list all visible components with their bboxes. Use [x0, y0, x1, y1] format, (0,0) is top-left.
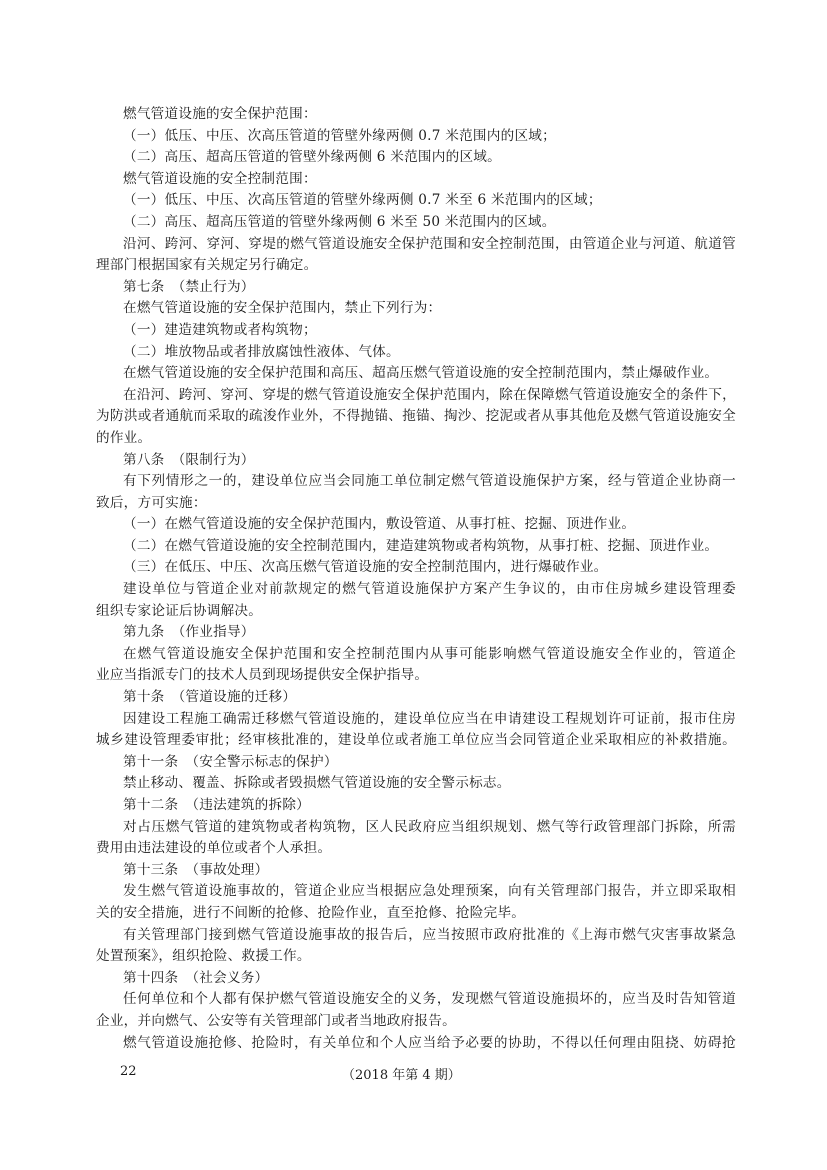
- text-line: （二）高压、超高压管道的管壁外缘两侧 6 米至 50 米范围内的区域。: [123, 213, 556, 230]
- text-line: 第十一条 （安全警示标志的保护）: [123, 753, 338, 770]
- text-line: （一）在燃气管道设施的安全保护范围内，敷设管道、从事打桩、挖掘、顶进作业。: [123, 516, 636, 533]
- page-footer: [0, 1064, 827, 1084]
- text-line: 费用由违法建设的单位或者个人承担。: [96, 840, 332, 857]
- text-line: 燃气管道设施的安全保护范围：: [123, 106, 317, 122]
- text-line: 致后，方可实施：: [96, 494, 207, 511]
- text-line: 第九条 （作业指导）: [123, 624, 255, 641]
- text-line: 为防洪或者通航而采取的疏浚作业外，不得抛锚、拖锚、掏沙、挖泥或者从事其他危及燃气管道设施安全: [96, 408, 736, 425]
- text-line: 组织专家论证后协调解决。: [96, 602, 263, 619]
- text-line: 第十二条 （违法建筑的拆除）: [123, 797, 311, 813]
- text-line: 第十三条 （事故处理）: [123, 861, 269, 878]
- text-line: （一）低压、中压、次高压管道的管壁外缘两侧 0.7 米范围内的区域；: [123, 127, 556, 144]
- text-line: 燃气管道设施的安全控制范围：: [123, 170, 317, 187]
- text-line: 第十条 （管道设施的迁移）: [123, 689, 297, 706]
- text-line: 因建设工程施工确需迁移燃气管道设施的，建设单位应当在申请建设工程规划许可证前，报市住房: [123, 710, 736, 727]
- text-line: 的作业。: [96, 429, 152, 446]
- text-line: 在燃气管道设施安全保护范围和安全控制范围内从事可能影响燃气管道设施安全作业的，管道企: [123, 645, 736, 662]
- text-line: 第八条 （限制行为）: [123, 451, 255, 468]
- text-line: 有下列情形之一的，建设单位应当会同施工单位制定燃气管道设施保护方案，经与管道企业协商一: [123, 473, 736, 490]
- text-line: （三）在低压、中压、次高压燃气管道设施的安全控制范围内，进行爆破作业。: [123, 559, 608, 576]
- text-line: 沿河、跨河、穿河、穿堤的燃气管道设施安全保护范围和安全控制范围，由管道企业与河道、航道管: [123, 235, 736, 252]
- text-line: 在沿河、跨河、穿河、穿堤的燃气管道设施安全保护范围内，除在保障燃气管道设施安全的条件下，: [123, 386, 736, 403]
- text-line: 发生燃气管道设施事故的，管道企业应当根据应急处理预案，向有关管理部门报告，并立即采取相: [123, 883, 736, 900]
- text-line: （二）高压、超高压管道的管壁外缘两侧 6 米范围内的区域。: [123, 149, 501, 166]
- text-line: 城乡建设管理委审批；经审核批准的，建设单位或者施工单位应当会同管道企业采取相应的补救措施。: [96, 732, 736, 749]
- text-line: 企业，并向燃气、公安等有关管理部门或者当地政府报告。: [96, 1012, 456, 1029]
- page-number: 22: [120, 1064, 137, 1079]
- text-line: 在燃气管道设施的安全保护范围内，禁止下列行为：: [123, 300, 442, 317]
- text-line: 任何单位和个人都有保护燃气管道设施安全的义务，发现燃气管道设施损坏的，应当及时告知管道: [123, 991, 736, 1008]
- text-line: 禁止移动、覆盖、拆除或者毁损燃气管道设施的安全警示标志。: [123, 775, 511, 792]
- text-line: 对占压燃气管道的建筑物或者构筑物，区人民政府应当组织规划、燃气等行政管理部门拆除，所需: [123, 818, 736, 835]
- text-line: 处置预案》，组织抢险、救援工作。: [96, 948, 311, 965]
- text-line: 理部门根据国家有关规定另行确定。: [96, 257, 318, 274]
- text-line: 第十四条 （社会义务）: [123, 969, 269, 986]
- text-line: （一）低压、中压、次高压管道的管壁外缘两侧 0.7 米至 6 米范围内的区域；: [123, 192, 602, 209]
- text-line: 关的安全措施，进行不间断的抢修、抢险作业，直至抢修、抢险完毕。: [96, 904, 526, 921]
- text-line: 在燃气管道设施的安全保护范围和高压、超高压燃气管道设施的安全控制范围内，禁止爆破作业。: [123, 365, 719, 382]
- text-line: 第七条 （禁止行为）: [123, 278, 255, 295]
- issue-label: （2018 年第 4 期）: [342, 1068, 461, 1083]
- text-line: 业应当指派专门的技术人员到现场提供安全保护指导。: [96, 667, 429, 684]
- text-line: 有关管理部门接到燃气管道设施事故的报告后，应当按照市政府批准的《上海市燃气灾害事故紧急: [123, 926, 736, 943]
- text-line: （二）在燃气管道设施的安全控制范围内，建造建筑物或者构筑物，从事打桩、挖掘、顶进作业。: [123, 537, 719, 554]
- body-text: [96, 104, 736, 1054]
- text-line: 燃气管道设施抢修、抢险时，有关单位和个人应当给予必要的协助，不得以任何理由阻挠、妨碍抢: [123, 1034, 736, 1051]
- text-line: 建设单位与管道企业对前款规定的燃气管道设施保护方案产生争议的，由市住房城乡建设管理委: [123, 581, 736, 598]
- text-line: （一）建造建筑物或者构筑物；: [123, 321, 317, 338]
- text-line: （二）堆放物品或者排放腐蚀性液体、气体。: [123, 343, 400, 360]
